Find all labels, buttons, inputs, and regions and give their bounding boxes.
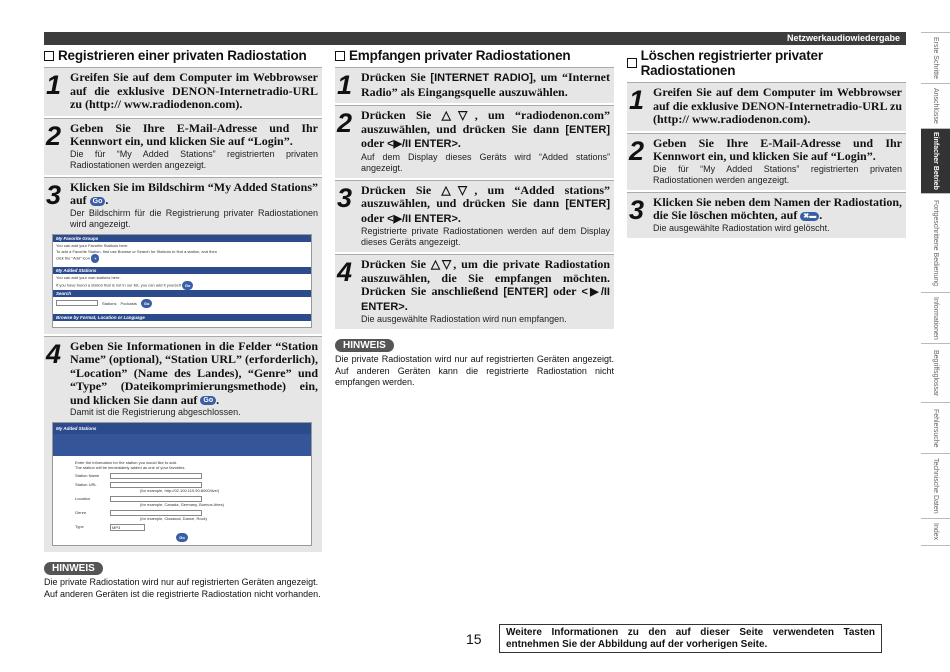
step-3: 3 Klicken Sie im Bildschirm “My Added Stations” auf Go . Der Bildschirm für die Registrierung privater Radiostationen wird angezeigt. My Favorite Groups You can add your Favorite Stations here. To add a Favorite Station, first use Browse or Search for Stations to find a station, and then click the "Add" icon + My Added Stations You can add your own stations here. If you have found a station that is not in our list, you can add it yourself Go Search Stations Podcasts Go Browse by Format, Location or Language: [44, 177, 322, 334]
screen-bar: My Favorite Groups: [53, 235, 311, 242]
form-label: Station Name: [75, 473, 100, 478]
screen-bar: My Added Stations: [53, 267, 311, 274]
step-3: 3 Klicken Sie neben dem Namen der Radiostation, die Sie löschen möchten, auf ✖▬ . Die ausgewählte Radiostation wird gelöscht.: [627, 192, 906, 238]
type-select: MP3: [110, 524, 145, 531]
step-4: 4 Drücken Sie △▽, um die private Radiostation auszuwählen, die Sie empfangen möchten. Drücken Sie anschließend [ENTER] oder <▶/II ENTER>. Die ausgewählte Radiostation wird nun empfangen.: [335, 254, 614, 329]
step-subtext: Die ausgewählte Radiostation wird gelöscht.: [653, 222, 830, 233]
section-title-receive: Empfangen privater Radiostationen: [335, 48, 614, 63]
step-subtext: Die für “My Added Stations” registrierten privaten Radiostationen werden angezeigt.: [70, 148, 318, 170]
hinweis-text: Die private Radiostation wird nur auf registrierten Geräten angezeigt. Auf anderen Geräten kann die registrierte Radiostation nicht empfangen werden.: [335, 354, 614, 387]
screen-bar: Search: [53, 290, 311, 297]
add-icon: +: [91, 254, 99, 263]
step-number: 3: [337, 182, 353, 213]
screen-text: click the "Add" icon: [56, 255, 90, 261]
step-text: Geben Sie Ihre E-Mail-Adresse und Ihr Kennwort ein, und klicken Sie auf “Login”.: [653, 135, 902, 163]
step-text: Klicken Sie neben dem Namen der Radiostation, die Sie löschen möchten, auf: [653, 194, 902, 222]
step-number: 1: [337, 70, 353, 100]
tab-einfacher-betrieb[interactable]: Einfacher Betrieb: [921, 128, 950, 193]
step-number: 2: [337, 108, 353, 138]
go-button-icon: Go: [200, 396, 216, 405]
form-example: (for example, Classical, Dance, Rock): [140, 516, 207, 521]
station-name-field: [110, 473, 202, 479]
key-play-enter: <▶/II ENTER>: [361, 286, 610, 313]
form-example: (for example, Canada, Germany, Buenos Aires): [140, 502, 224, 507]
screen-text: Enter the information for the station you would like to add.: [75, 460, 178, 465]
form-label: Location: [75, 496, 91, 501]
radio-stations: Stations: [102, 300, 117, 306]
key-internet-radio: [INTERNET RADIO]: [430, 72, 533, 84]
key-play-enter: <▶/II ENTER>: [387, 138, 458, 150]
screen-bar: My Added Stations: [53, 423, 311, 434]
page-number: 15: [466, 631, 482, 647]
step-2: [44, 118, 322, 175]
step-subtext: Registrierte private Radiostationen werden auf dem Display dieses Geräts angezeigt.: [361, 226, 610, 247]
key-enter: [ENTER]: [565, 198, 610, 210]
screen-text: If you have found a station that is not in our list, you can add it yourself: [56, 282, 181, 288]
step-number: 3: [629, 194, 645, 225]
footer-note: Weitere Informationen zu den auf dieser Seite verwendeten Tasten entnehmen Sie der Abbildung auf der vorherigen Seite.: [499, 624, 882, 653]
form-example: (for example, http://02.100.110.90:8000/live/): [140, 488, 220, 493]
step-text: Greifen Sie auf dem Computer im Webbrowser auf die exklusive DENON-Internetradio-URL zu (http:// www.radiodenon.com).: [653, 85, 902, 126]
step-subtext: Auf dem Display dieses Geräts wird “Added stations” angezeigt.: [361, 151, 610, 173]
tab-begriffsglossar[interactable]: Begriffsglossar: [921, 343, 950, 402]
tab-fehlersuche[interactable]: Fehlersuche: [921, 402, 950, 453]
column-register: [44, 48, 322, 600]
hinweis-text: Die private Radiostation wird nur auf registrierten Geräten angezeigt. Auf anderen Geräten ist die registrierte Radiostation nicht vorhanden.: [44, 577, 321, 599]
form-label: Type: [75, 524, 84, 529]
go-icon: Go: [176, 533, 188, 542]
step-number: 3: [46, 179, 62, 210]
form-label: Station URL: [75, 482, 97, 487]
chapter-sidebar: [921, 32, 950, 546]
tab-anschluesse[interactable]: Anschlüsse: [921, 83, 950, 128]
step-number: 4: [337, 257, 353, 287]
radio-podcasts: Podcasts: [120, 300, 137, 306]
tab-fortgeschrittene-bedienung[interactable]: Fortgeschrittene Bedienung: [921, 193, 950, 292]
hinweis-badge: HINWEIS: [44, 562, 103, 575]
step-number: 2: [629, 135, 645, 166]
checkbox-bullet-icon: [44, 51, 54, 61]
section-header: Netzwerkaudiowiedergabe: [44, 32, 906, 45]
tab-informationen[interactable]: Informationen: [921, 292, 950, 343]
screen-banner: [53, 434, 311, 456]
step-number: 2: [46, 120, 62, 151]
step-4: 4 Geben Sie Informationen in die Felder “Station Name” (optional), “Station URL” (erforderlich), “Location” (Name des Landes), “Genre” und “Type” (Dateikomprimierungsmethode) ein, und klicken Sie dann auf Go . Damit ist die Registrierung abgeschlossen. My Added Stations Enter the information for the station you would like to add. The station will be immediately added as one of your favorites. Station Name Station URL (for example, http://02.100.110.90:8000/live/) Location (for example, Canada, Germany, Buenos Aires) Genre (for example, Classical, Dance, Rock) Type MP3 Go: [44, 336, 322, 553]
step-text: Klicken Sie im Bildschirm “My Added Stations” auf: [70, 179, 318, 207]
key-play-enter: <▶/II ENTER>: [387, 212, 458, 225]
tab-technische-daten[interactable]: Technische Daten: [921, 453, 950, 518]
step-subtext: Der Bildschirm für die Registrierung privater Radiostationen wird angezeigt.: [70, 207, 318, 229]
step-number: 4: [46, 338, 62, 369]
section-title-delete: Löschen registrierter privater Radiostationen: [627, 48, 906, 78]
step-3: 3 Drücken Sie △▽, um “Added stations” auszuwählen, und drücken Sie dann [ENTER] oder <▶/II ENTER>. Registrierte private Radiostationen werden auf dem Display dieses Geräts angezeigt.: [335, 180, 614, 253]
tab-erste-schritte[interactable]: Erste Schritte: [921, 32, 950, 83]
step-1: 1 Drücken Sie [INTERNET RADIO], um “Internet Radio” als Eingangsquelle auszuwählen.: [335, 67, 614, 103]
screen-text: You can add your own stations here.: [56, 274, 121, 280]
key-enter: [ENTER]: [503, 286, 548, 298]
screen-text: The station will be immediately added as one of your favorites.: [75, 465, 186, 470]
tab-index[interactable]: Index: [921, 518, 950, 546]
step-subtext: Die für “My Added Stations” registrierten privaten Radiostationen werden angezeigt.: [653, 163, 902, 185]
go-icon: Go: [141, 299, 153, 308]
step-text: Geben Sie Informationen in die Felder “Station Name” (optional), “Station URL” (erforderlich), “Location” (Name des Landes), “Genre” und “Type” (Dateikomprimierungsmethode) ein, und klicken Sie dann auf: [70, 338, 318, 407]
checkbox-bullet-icon: [335, 51, 345, 61]
screen-text: To add a Favorite Station, first use Browse or Search for Stations to find a station, and then: [56, 248, 217, 254]
search-box: [56, 300, 98, 306]
step-2: [627, 133, 906, 190]
step-text: Geben Sie Ihre E-Mail-Adresse und Ihr Kennwort ein, und klicken Sie auf “Login”.: [70, 120, 318, 148]
screen-bar: Browse by Format, Location or Language: [53, 314, 311, 321]
step-1: [627, 82, 906, 131]
step-number: 1: [46, 70, 62, 100]
step-text: Greifen Sie auf dem Computer im Webbrowser auf die exklusive DENON-Internetradio-URL zu (http:// www.radiodenon.com).: [70, 70, 318, 111]
screen-text: You can add your Favorite Stations here.: [56, 242, 129, 248]
checkbox-bullet-icon: [627, 58, 637, 68]
step-2: 2 Drücken Sie △▽, um “radiodenon.com” auszuwählen, und drücken Sie dann [ENTER] oder <▶/II ENTER>. Auf dem Display dieses Geräts wird “Added stations” angezeigt.: [335, 105, 614, 178]
hinweis-badge: HINWEIS: [335, 339, 394, 352]
go-button-icon: Go: [90, 197, 106, 206]
form-label: Genre: [75, 510, 87, 515]
screenshot-my-favorite-groups: [52, 234, 312, 328]
section-title-register: Registrieren einer privaten Radiostation: [44, 48, 322, 63]
delete-button-icon: ✖▬: [800, 212, 819, 221]
key-enter: [ENTER]: [565, 123, 610, 136]
step-number: 1: [629, 85, 645, 115]
column-delete: [627, 48, 906, 240]
step-subtext: Die ausgewählte Radiostation wird nun empfangen.: [361, 314, 567, 324]
step-1: [44, 67, 322, 116]
step-subtext: Damit ist die Registrierung abgeschlossen.: [70, 407, 241, 417]
screenshot-add-station-form: [52, 422, 312, 546]
column-receive: [335, 48, 614, 389]
go-icon: Go: [182, 281, 194, 290]
